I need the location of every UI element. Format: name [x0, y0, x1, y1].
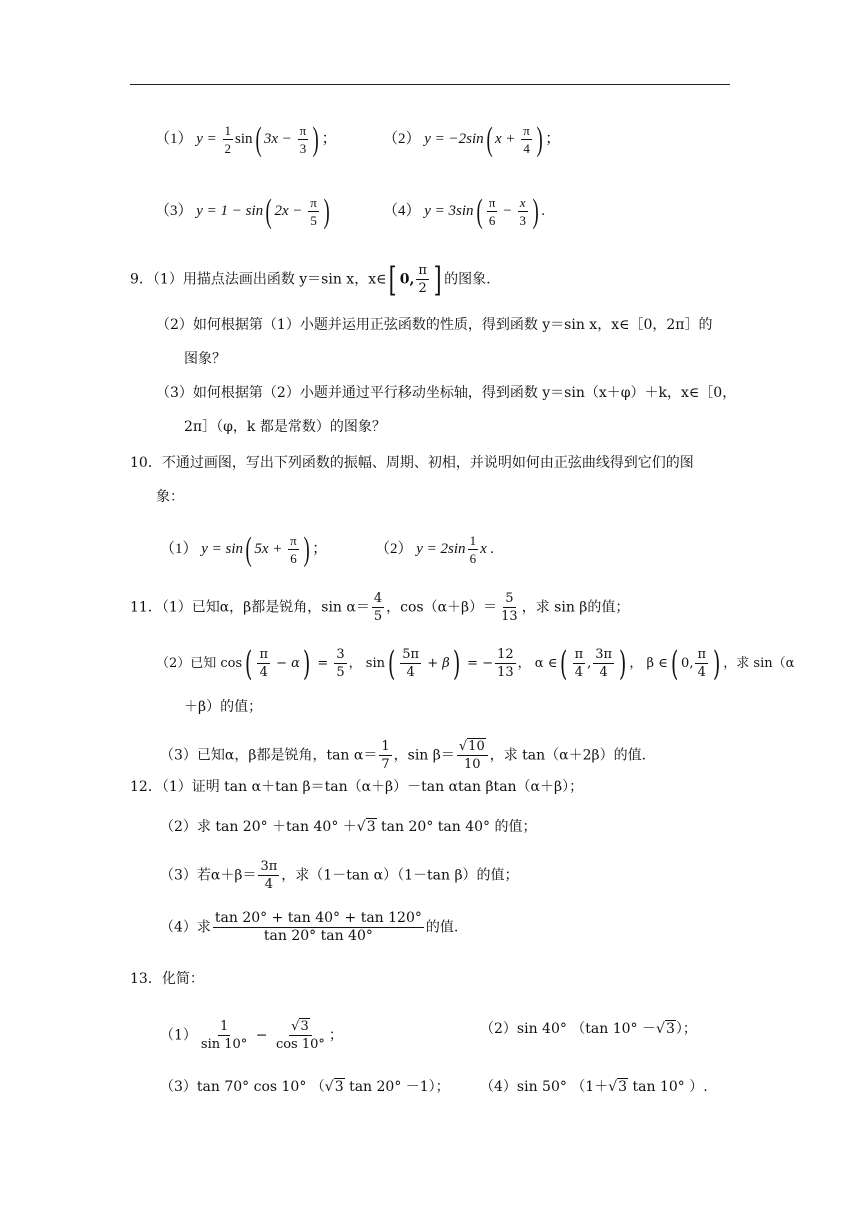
q8-item-4: （4） y = 3sin( $\frac{\pi}{6}$ − $\frac{x}{3}$ ) . [383, 192, 546, 230]
q11-line-2: （2）已知 cos( $\frac{\pi}{4}$ − α) = $\frac{3}{5}$ ， sin( $\frac{5\pi}{4}$ + β) = − $\frac{12}{13}$ ， α ∈( $\frac{\pi}{4}$ , $\frac{3\pi}{4}$ ) ， β ∈( 0, $\frac{\pi}{4}$ ) ，求 sin（α [156, 643, 795, 684]
q12-line-1: 12．（1）证明 tan α＋tan β＝tan（α＋β）－tan αtan βtan（α＋β）； [130, 779, 584, 795]
q13-line-1: 13．化简： [130, 971, 204, 987]
q12-line-2: （2）求 tan 20° ＋tan 40° ＋√3 tan 20° tan 40° 的值； [160, 819, 537, 835]
q11-line-3: ＋β）的值； [184, 699, 263, 715]
q10-line-1: 10．不通过画图，写出下列函数的振幅、周期、初相，并说明如何由正弦曲线得到它们的图 [130, 455, 694, 471]
q11-line-4: （3）已知α，β都是锐角，tan α＝ $\frac{1}{7}$ ，sin β＝ $\frac{√10}{10}$ ，求 tan（α＋2β）的值. [160, 739, 647, 772]
q13-item-4: （4）sin 50° （1＋√3 tan 10° ）. [480, 1079, 708, 1095]
q8-item-2: （2） y = −2sin( x + $\frac{\pi}{4}$ ) ； [383, 120, 561, 158]
q10-item-2: （2） y = 2sin $\frac{1}{6}$ x . [375, 533, 495, 566]
q9-line-3: 图象？ [184, 351, 226, 367]
q12-line-4: （4）求 $\frac{\tan 20^\circ + \tan 40^\circ + \tan 120^\circ}{\tan 20^\circ \tan 40^\circ}$ 的值. [160, 910, 459, 944]
q12-line-3: （3）若α＋β＝ $\frac{3\pi}{4}$ ，求（1－tan α）（1－tan β）的值； [160, 859, 519, 892]
q10-line-2: 象： [156, 489, 184, 505]
q9-line-2: （2）如何根据第（1）小题并运用正弦函数的性质，得到函数 y＝sin x，x∈［0，2π］的 [156, 317, 713, 333]
q10-item-1: （1） y = sin( 5x + $\frac{\pi}{6}$ ) ； [160, 530, 328, 568]
q9-line-5: 2π］（φ，k 都是常数）的图象？ [184, 419, 386, 435]
q8-item-1: （1） y = $\frac{1}{2}$ sin( 3x − $\frac{\pi}{3}$ ) ； [155, 120, 337, 158]
q13-item-3: （3）tan 70° cos 10° （√3 tan 20° －1）； [160, 1079, 450, 1095]
q8-item-3: （3） y = 1 − sin( 2x − $\frac{\pi}{5}$ ) [155, 192, 330, 230]
q11-line-1: 11．（1）已知α，β都是锐角，sin α＝ $\frac{4}{5}$ ，cos（α＋β）＝ $\frac{5}{13}$ ，求 sin β的值； [130, 591, 630, 624]
header-rule [130, 84, 730, 85]
q13-item-1: （1） $\frac{1}{\sin 10^\circ}$ − $\frac{√3}{\cos 10^\circ}$ ； [160, 1019, 343, 1052]
q9-line-1: 9．（1）用描点法画出函数 y＝sin x，x∈[ 0, $\frac{\pi}{2}$ ] 的图象. [130, 259, 491, 300]
q13-item-2: （2）sin 40° （tan 10° －√3）； [480, 1021, 697, 1037]
q9-line-4: （3）如何根据第（2）小题并通过平行移动坐标轴，得到函数 y＝sin（x＋φ）＋k，x∈［0， [156, 385, 737, 401]
